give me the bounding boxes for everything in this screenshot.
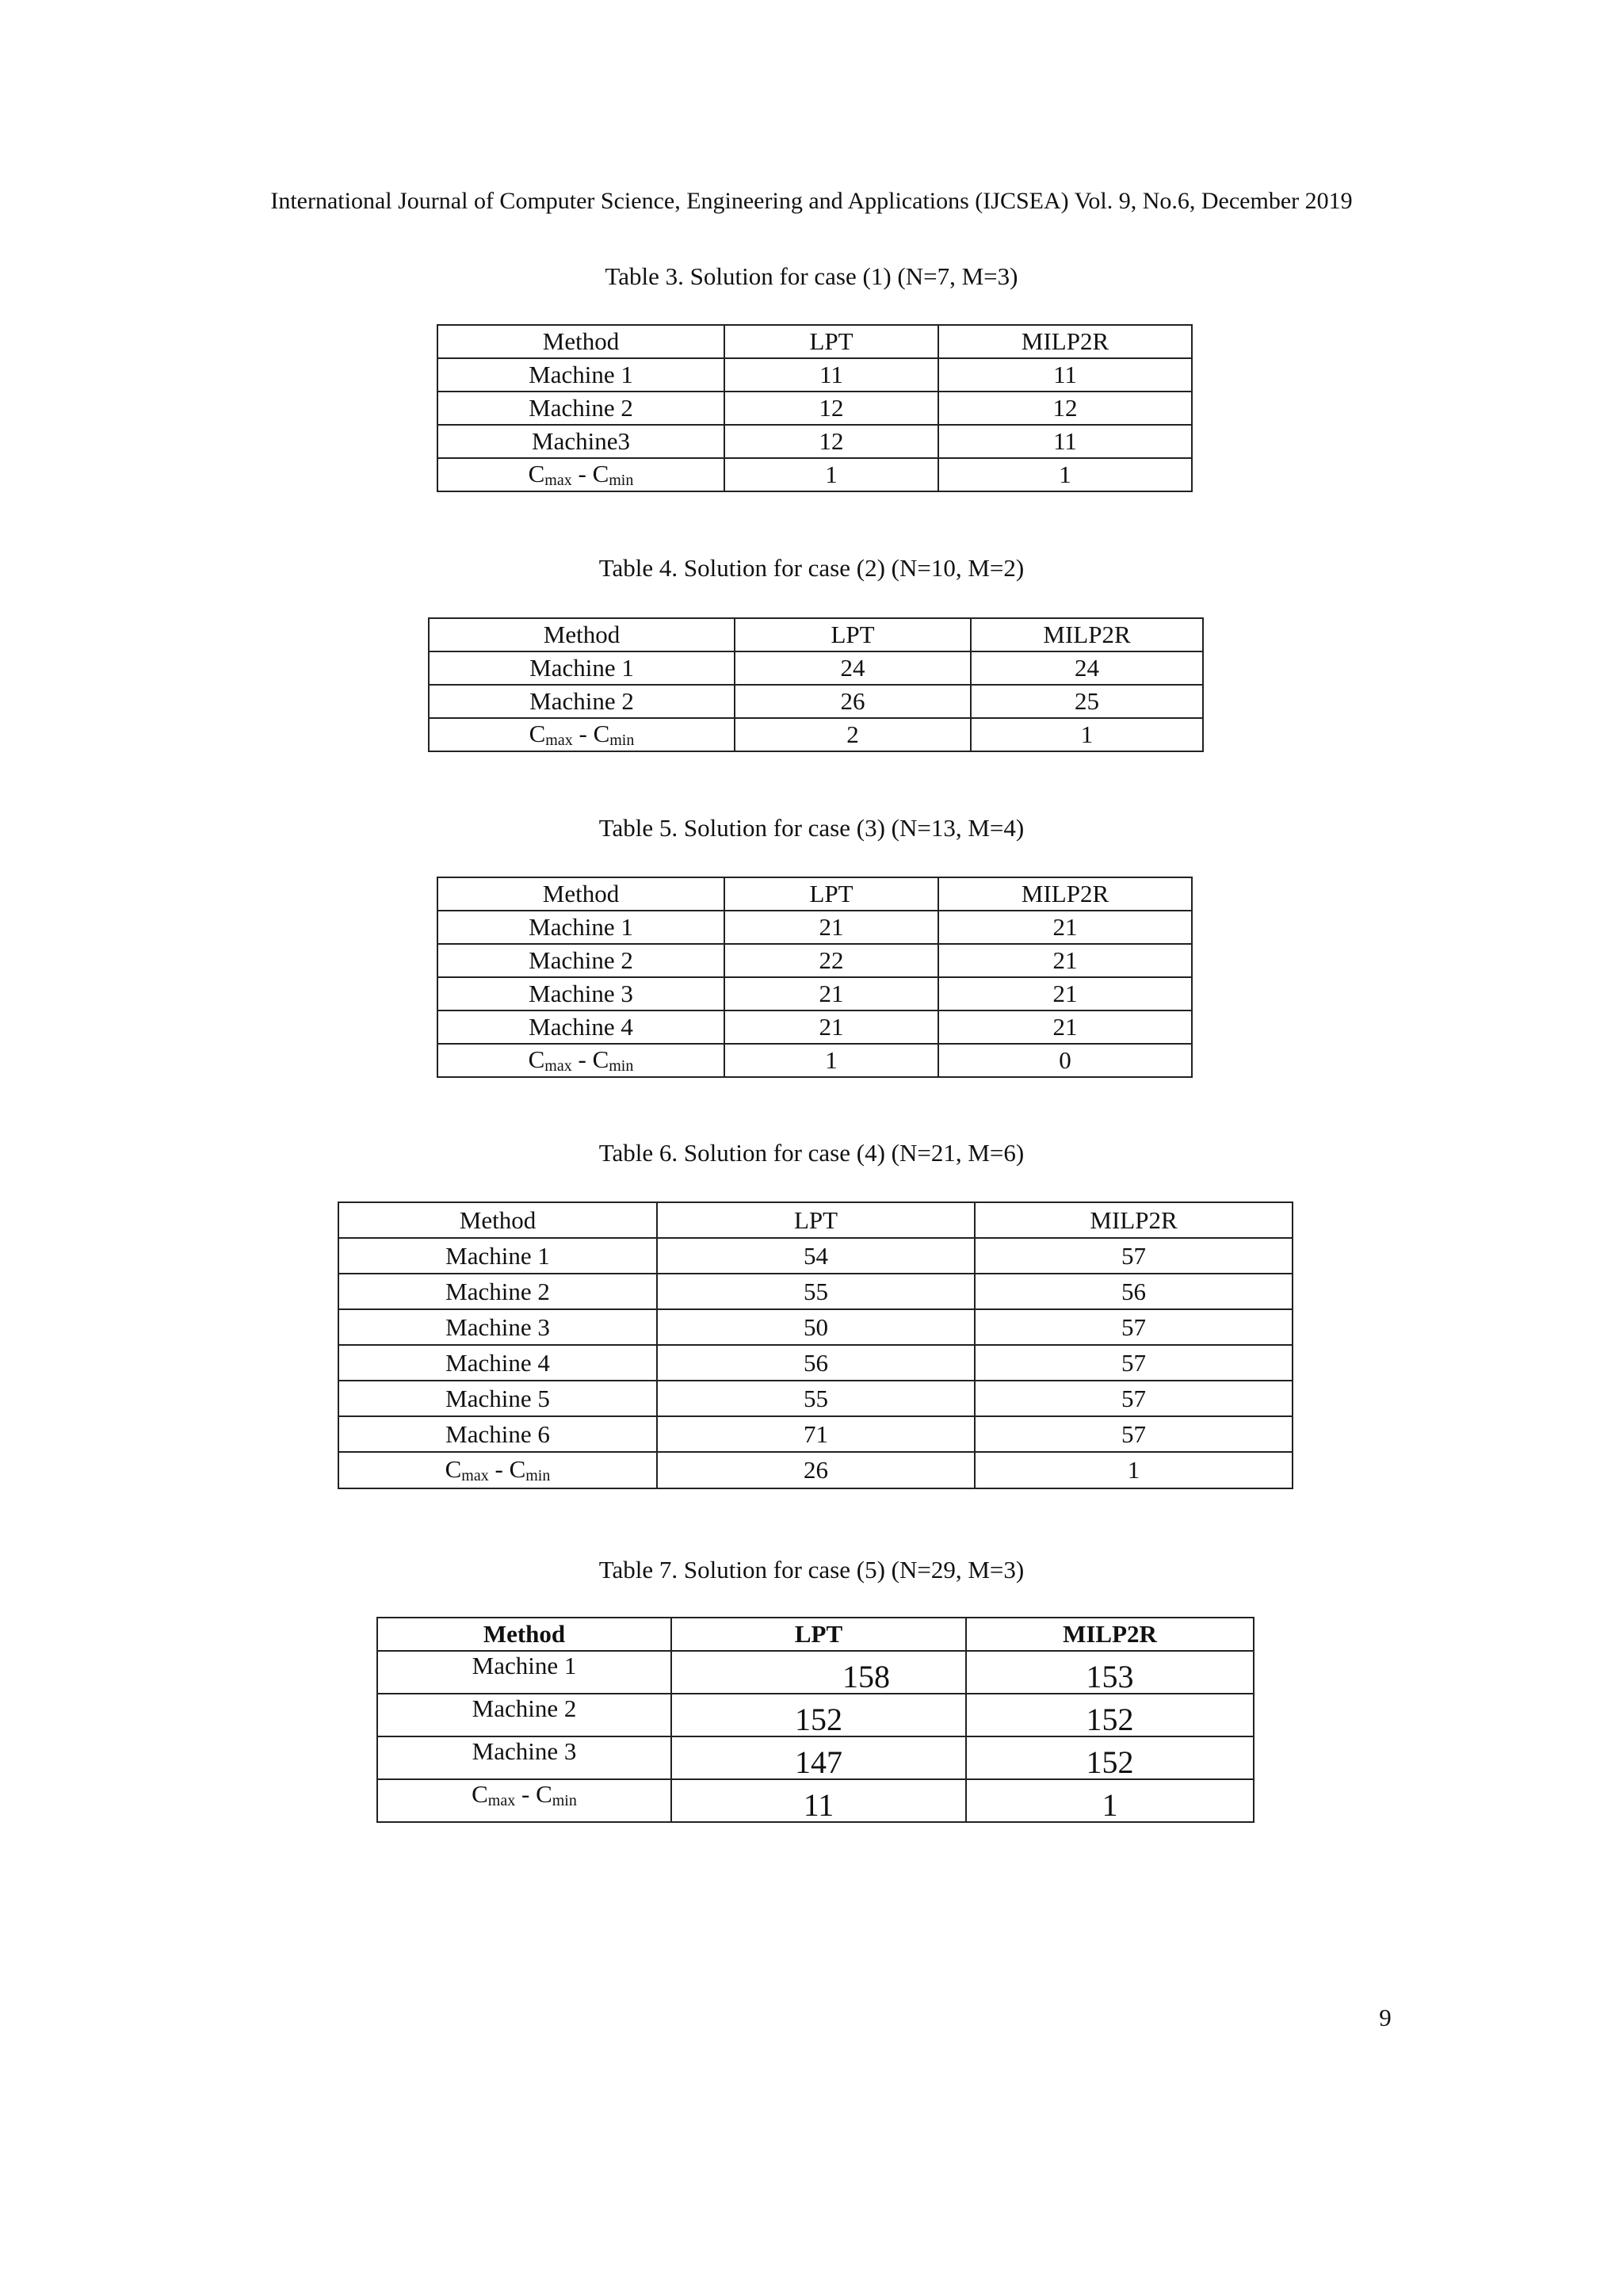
lpt-cell: 21 bbox=[724, 977, 938, 1010]
table-row bbox=[338, 1309, 1293, 1345]
lpt-cell: 11 bbox=[671, 1779, 966, 1822]
journal-header: International Journal of Computer Science, Engineering and Applications (IJCSEA) Vol. 9, No.6, December 2019 bbox=[270, 188, 1353, 214]
table-row bbox=[338, 1416, 1293, 1452]
page-number: 9 bbox=[1379, 2004, 1392, 2031]
milp2r-cell: 1 bbox=[975, 1452, 1293, 1488]
milp2r-cell: 12 bbox=[938, 392, 1192, 425]
lpt-cell: 158 bbox=[671, 1651, 966, 1694]
milp2r-cell: 152 bbox=[966, 1694, 1254, 1736]
row-label: Machine 1 bbox=[429, 651, 735, 685]
table-row bbox=[429, 718, 1203, 751]
milp2r-cell: 1 bbox=[938, 458, 1192, 491]
table-row bbox=[437, 977, 1192, 1010]
table-row bbox=[429, 618, 1203, 651]
row-label: Machine3 bbox=[437, 425, 724, 458]
lpt-cell: 1 bbox=[724, 1044, 938, 1077]
table-5-caption: Table 5. Solution for case (3) (N=13, M=4) bbox=[598, 814, 1025, 842]
header-cell: Method bbox=[437, 877, 724, 911]
row-label: Machine 2 bbox=[437, 392, 724, 425]
table-row bbox=[437, 325, 1192, 358]
row-label: Machine 4 bbox=[338, 1345, 657, 1381]
row-label: Machine 3 bbox=[437, 977, 724, 1010]
header-cell: LPT bbox=[657, 1202, 975, 1238]
table-row bbox=[437, 425, 1192, 458]
lpt-cell: 54 bbox=[657, 1238, 975, 1274]
lpt-cell: 2 bbox=[735, 718, 971, 751]
table-3 bbox=[437, 324, 1193, 492]
table-6 bbox=[338, 1201, 1293, 1489]
header-cell: LPT bbox=[735, 618, 971, 651]
header-cell: MILP2R bbox=[975, 1202, 1293, 1238]
milp2r-cell: 57 bbox=[975, 1416, 1293, 1452]
milp2r-cell: 25 bbox=[971, 685, 1203, 718]
table-row bbox=[437, 458, 1192, 491]
table-row bbox=[437, 1010, 1192, 1044]
row-label: Machine 3 bbox=[377, 1736, 671, 1779]
table-row bbox=[377, 1694, 1254, 1736]
milp2r-cell: 1 bbox=[966, 1779, 1254, 1822]
milp2r-cell: 21 bbox=[938, 911, 1192, 944]
header-cell: Method bbox=[437, 325, 724, 358]
table-row bbox=[338, 1238, 1293, 1274]
row-label: Machine 6 bbox=[338, 1416, 657, 1452]
table-7-caption: Table 7. Solution for case (5) (N=29, M=3) bbox=[598, 1556, 1025, 1584]
row-label: Machine 3 bbox=[338, 1309, 657, 1345]
row-label: Machine 2 bbox=[429, 685, 735, 718]
header-cell: LPT bbox=[724, 325, 938, 358]
header-cell: MILP2R bbox=[971, 618, 1203, 651]
lpt-cell: 22 bbox=[724, 944, 938, 977]
table-row bbox=[338, 1202, 1293, 1238]
row-label: Machine 1 bbox=[377, 1651, 671, 1694]
lpt-cell: 21 bbox=[724, 1010, 938, 1044]
header-cell: MILP2R bbox=[966, 1618, 1254, 1651]
lpt-cell: 147 bbox=[671, 1736, 966, 1779]
row-label: Machine 1 bbox=[437, 911, 724, 944]
lpt-cell: 56 bbox=[657, 1345, 975, 1381]
row-label: Machine 2 bbox=[338, 1274, 657, 1309]
row-label: Machine 2 bbox=[377, 1694, 671, 1736]
lpt-cell: 12 bbox=[724, 425, 938, 458]
table-row bbox=[338, 1274, 1293, 1309]
lpt-cell: 12 bbox=[724, 392, 938, 425]
milp2r-cell: 152 bbox=[966, 1736, 1254, 1779]
milp2r-cell: 57 bbox=[975, 1381, 1293, 1416]
table-row bbox=[437, 1044, 1192, 1077]
cmax-cmin-label: $C_{max} - C_{min}$ bbox=[338, 1452, 657, 1488]
header-cell: MILP2R bbox=[938, 325, 1192, 358]
table-row bbox=[437, 358, 1192, 392]
cmax-cmin-label: $C_{max} - C_{min}$ bbox=[437, 1044, 724, 1077]
table-row bbox=[377, 1779, 1254, 1822]
milp2r-cell: 1 bbox=[971, 718, 1203, 751]
lpt-cell: 55 bbox=[657, 1274, 975, 1309]
milp2r-cell: 21 bbox=[938, 944, 1192, 977]
table-row bbox=[437, 911, 1192, 944]
milp2r-cell: 24 bbox=[971, 651, 1203, 685]
table-row bbox=[338, 1381, 1293, 1416]
row-label: Machine 1 bbox=[437, 358, 724, 392]
milp2r-cell: 21 bbox=[938, 977, 1192, 1010]
milp2r-cell: 57 bbox=[975, 1309, 1293, 1345]
table-row bbox=[429, 685, 1203, 718]
row-label: Machine 1 bbox=[338, 1238, 657, 1274]
header-cell: LPT bbox=[724, 877, 938, 911]
header-cell: Method bbox=[338, 1202, 657, 1238]
table-row bbox=[377, 1736, 1254, 1779]
milp2r-cell: 57 bbox=[975, 1238, 1293, 1274]
milp2r-cell: 153 bbox=[966, 1651, 1254, 1694]
milp2r-cell: 57 bbox=[975, 1345, 1293, 1381]
header-cell: Method bbox=[429, 618, 735, 651]
table-4 bbox=[428, 617, 1204, 752]
table-row bbox=[338, 1345, 1293, 1381]
cmax-cmin-label: $C_{max} - C_{min}$ bbox=[429, 718, 735, 751]
table-row bbox=[377, 1618, 1254, 1651]
lpt-cell: 152 bbox=[671, 1694, 966, 1736]
cmax-cmin-label: $C_{max} - C_{min}$ bbox=[377, 1779, 671, 1822]
milp2r-cell: 11 bbox=[938, 425, 1192, 458]
table-3-caption: Table 3. Solution for case (1) (N=7, M=3) bbox=[605, 262, 1018, 290]
milp2r-cell: 21 bbox=[938, 1010, 1192, 1044]
lpt-cell: 55 bbox=[657, 1381, 975, 1416]
lpt-cell: 11 bbox=[724, 358, 938, 392]
table-row bbox=[429, 651, 1203, 685]
cmax-cmin-label: $C_{max} - C_{min}$ bbox=[437, 458, 724, 491]
table-4-caption: Table 4. Solution for case (2) (N=10, M=2) bbox=[598, 554, 1025, 582]
header-cell: LPT bbox=[671, 1618, 966, 1651]
lpt-cell: 26 bbox=[735, 685, 971, 718]
row-label: Machine 2 bbox=[437, 944, 724, 977]
table-row bbox=[437, 392, 1192, 425]
header-cell: MILP2R bbox=[938, 877, 1192, 911]
table-5 bbox=[437, 877, 1193, 1078]
table-row bbox=[377, 1651, 1254, 1694]
table-7 bbox=[376, 1617, 1254, 1823]
lpt-cell: 71 bbox=[657, 1416, 975, 1452]
table-row bbox=[338, 1452, 1293, 1488]
header-cell: Method bbox=[377, 1618, 671, 1651]
table-6-caption: Table 6. Solution for case (4) (N=21, M=6) bbox=[598, 1139, 1025, 1167]
row-label: Machine 4 bbox=[437, 1010, 724, 1044]
milp2r-cell: 56 bbox=[975, 1274, 1293, 1309]
lpt-cell: 1 bbox=[724, 458, 938, 491]
table-row bbox=[437, 944, 1192, 977]
lpt-cell: 21 bbox=[724, 911, 938, 944]
milp2r-cell: 11 bbox=[938, 358, 1192, 392]
lpt-cell: 26 bbox=[657, 1452, 975, 1488]
table-row bbox=[437, 877, 1192, 911]
lpt-cell: 50 bbox=[657, 1309, 975, 1345]
row-label: Machine 5 bbox=[338, 1381, 657, 1416]
milp2r-cell: 0 bbox=[938, 1044, 1192, 1077]
lpt-cell: 24 bbox=[735, 651, 971, 685]
